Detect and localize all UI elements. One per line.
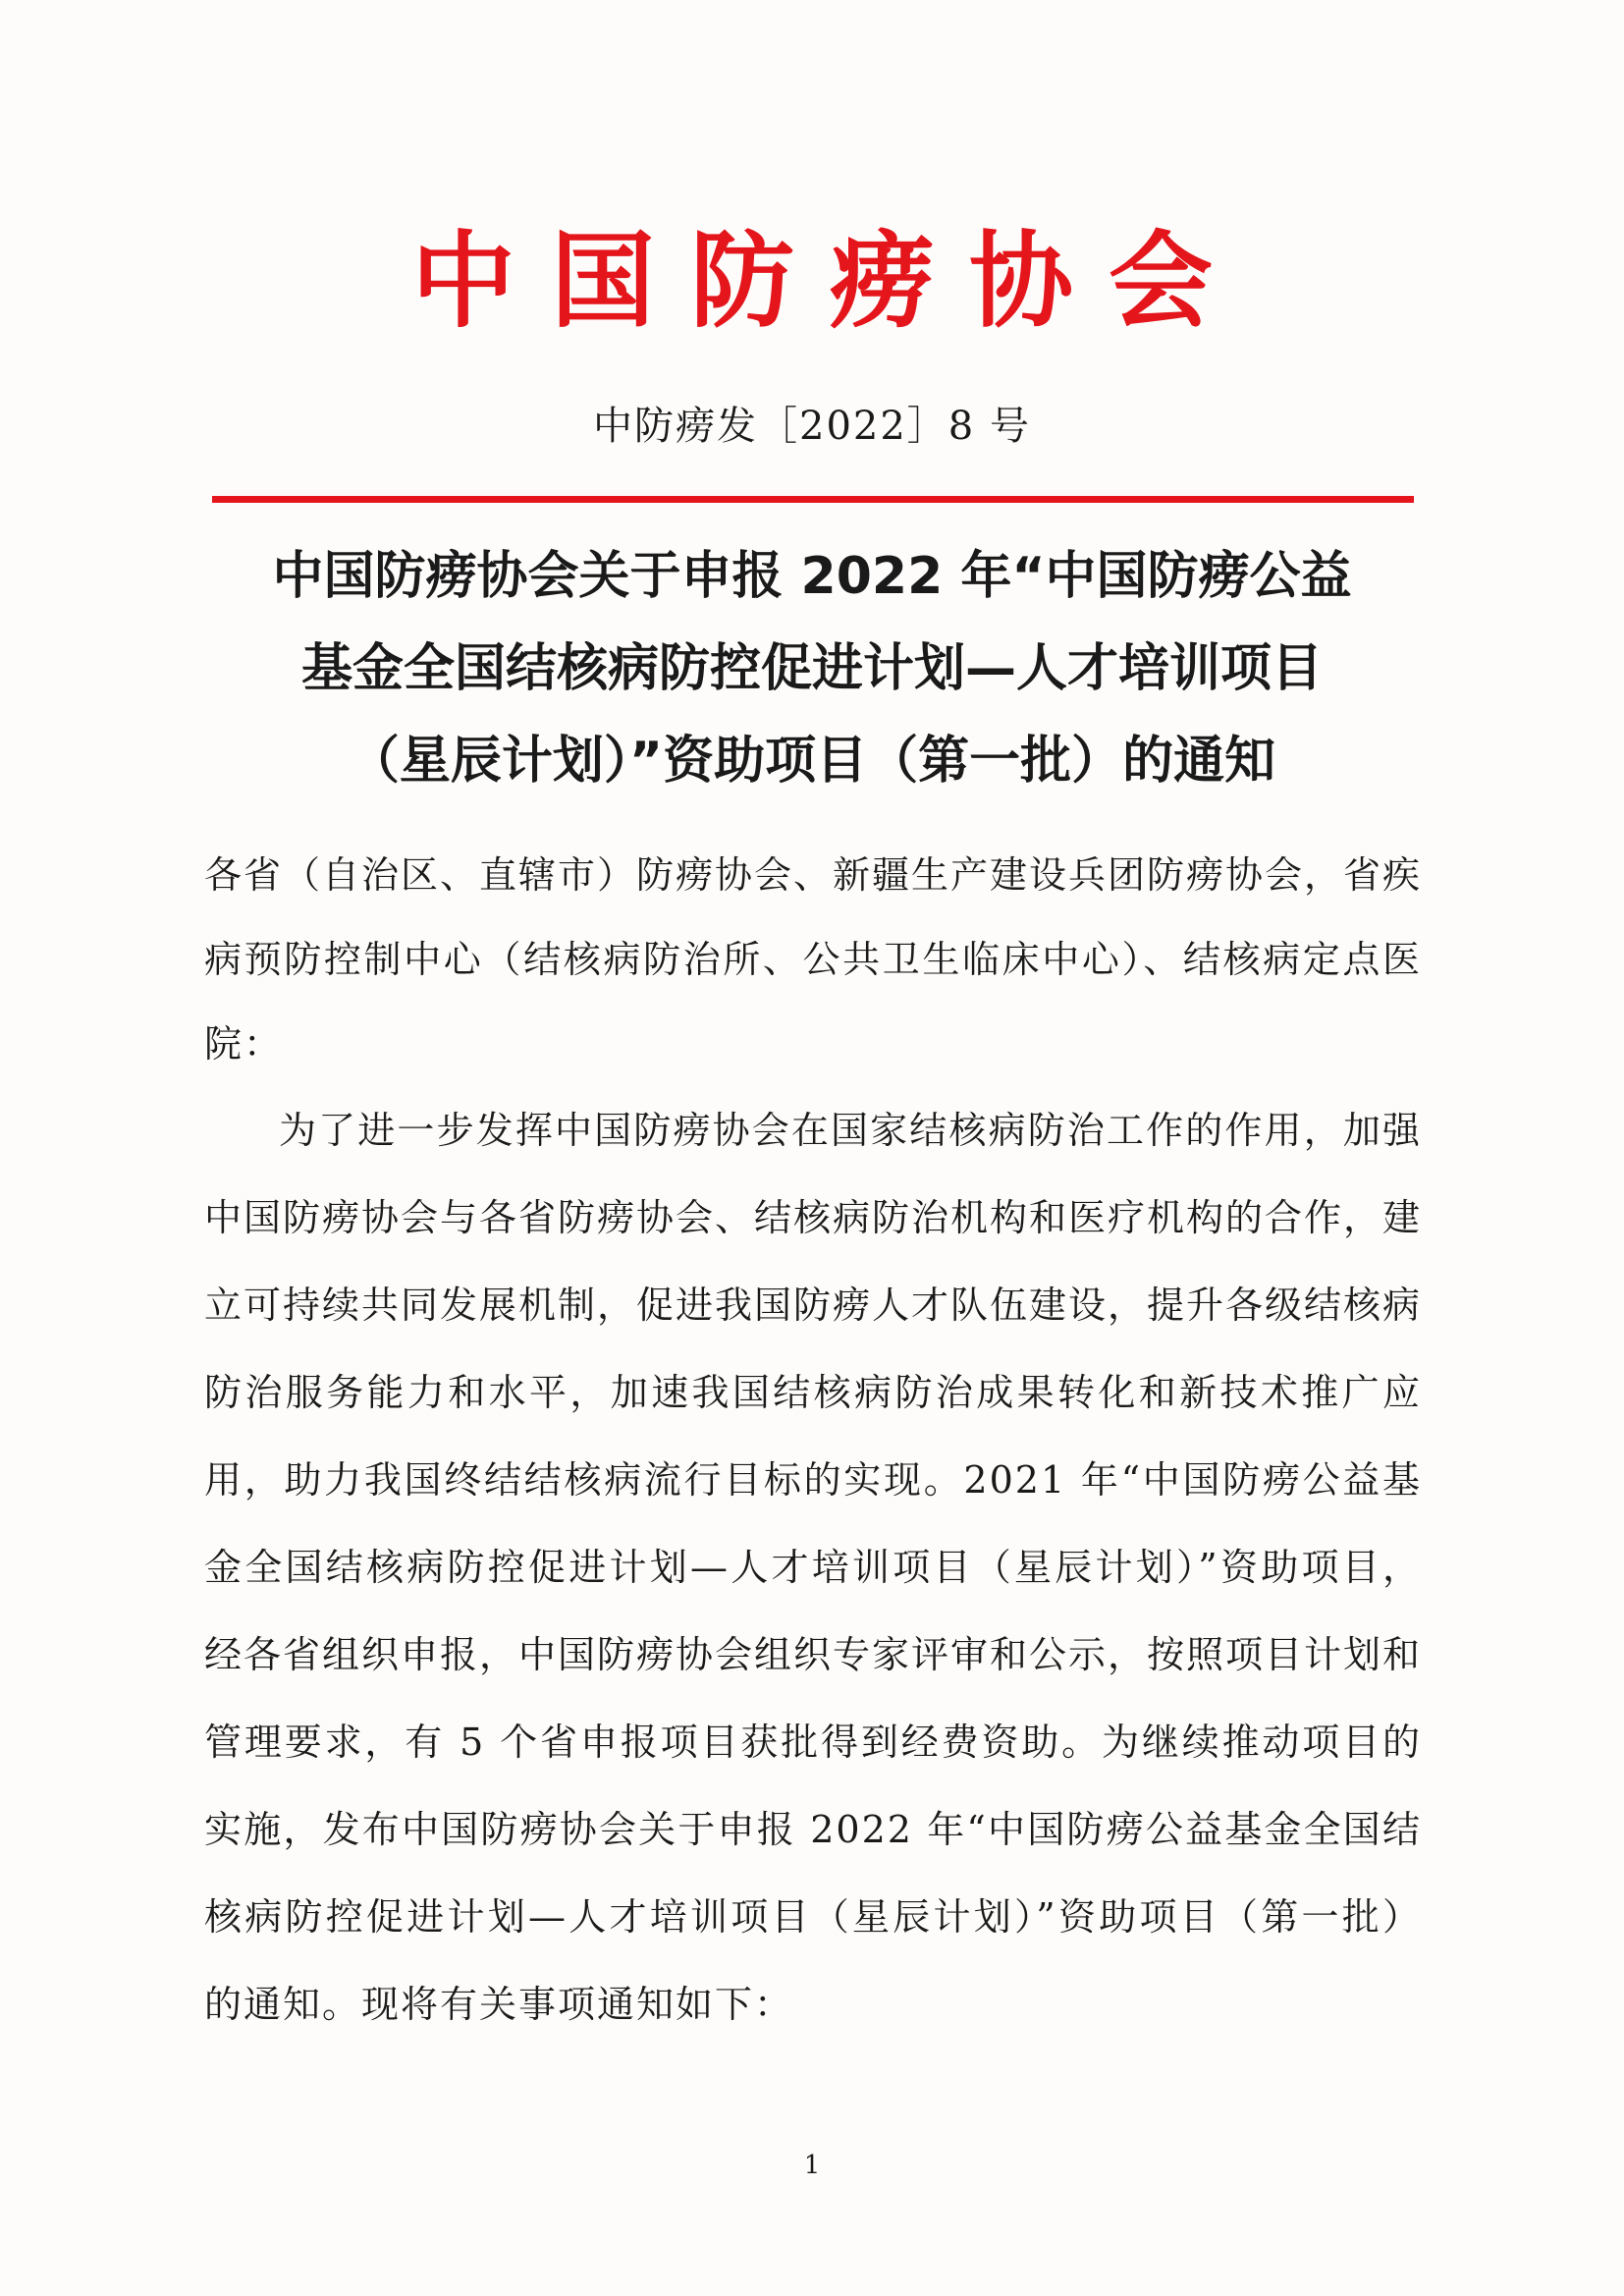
notice-title-line-1: 中国防痨协会关于申报 2022 年“中国防痨公益 <box>272 547 1352 606</box>
page-number: 1 <box>803 2151 821 2180</box>
document-number: 中防痨发［2022］8 号 <box>593 404 1031 449</box>
notice-title-line-2: 基金全国结核病防控促进计划—人才培训项目 <box>300 639 1323 698</box>
notice-title <box>157 530 1467 807</box>
body-paragraph: 为了进一步发挥中国防痨协会在国家结核病防治工作的作用，加强中国防痨协会与各省防痨协会、结核病防治机构和医疗机构的合作，建立可持续共同发展机制，促进我国防痨人才队伍建设，提升各级结核病防治服务能力和水平，加速我国结核病防治成果转化和新技术推广应用，助力我国终结结核病流行目标的实现。2021 年“中国防痨公益基金全国结核病防控促进计划—人才培训项目（星辰计划）”资助项目，经各省组织申报，中国防痨协会组织专家评审和公示，按照项目计划和管理要求，有 5 个省申报项目获批得到经费资助。为继续推动项目的实施，发布中国防痨协会关于申报 2022 年“中国防痨公益基金全国结核病防控促进计划—人才培训项目（星辰计划）”资助项目（第一批）的通知。现将有关事项通知如下： <box>204 1109 1423 2026</box>
recipients-paragraph: 各省（自治区、直辖市）防痨协会、新疆生产建设兵团防痨协会，省疾病预防控制中心（结核病防治所、公共卫生临床中心）、结核病定点医院： <box>204 853 1423 1066</box>
red-divider-line <box>212 496 1414 503</box>
organization-header: 中国防痨协会 <box>411 221 1248 342</box>
notice-title-line-3: （星辰计划）”资助项目（第一批）的通知 <box>348 732 1276 791</box>
